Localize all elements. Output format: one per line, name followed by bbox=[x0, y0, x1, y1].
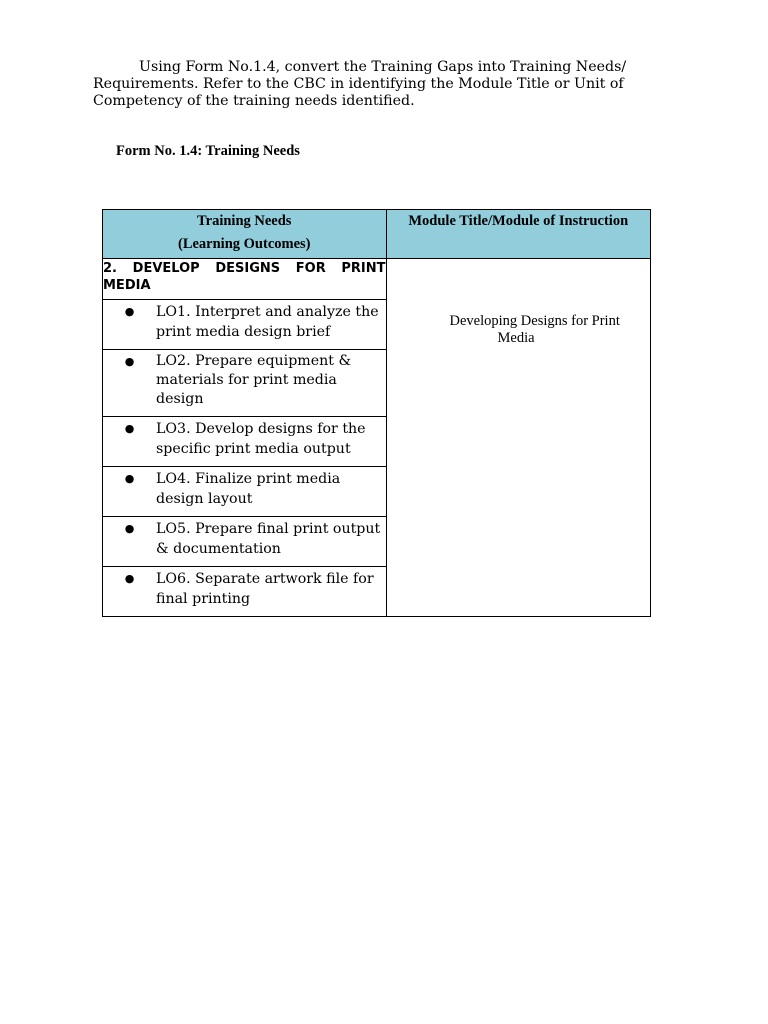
bullet-icon: ● bbox=[124, 572, 135, 585]
learning-outcome-cell bbox=[103, 350, 387, 417]
bullet-icon: ● bbox=[124, 522, 135, 535]
learning-outcome-cell bbox=[103, 517, 387, 567]
learning-outcome-cell bbox=[103, 567, 387, 617]
learning-outcome-cell bbox=[103, 467, 387, 517]
learning-outcome-cell bbox=[103, 417, 387, 467]
learning-outcome-text: LO6. Separate artwork file for final printing bbox=[156, 571, 374, 607]
header-module-title-text: Module Title/Module of Instruction bbox=[408, 213, 629, 229]
learning-outcome-text: LO1. Interpret and analyze the print media design brief bbox=[156, 304, 379, 340]
learning-outcome-cell bbox=[103, 300, 387, 350]
header-module-title bbox=[386, 210, 650, 259]
form-label: Form No. 1.4: Training Needs bbox=[116, 143, 300, 159]
table-header-row bbox=[103, 210, 651, 259]
table-row bbox=[103, 259, 651, 300]
unit-of-competency-cell bbox=[103, 259, 387, 300]
bullet-icon: ● bbox=[124, 305, 135, 318]
header-training-needs-title: Training Needs bbox=[197, 213, 292, 229]
module-title-line-1: Developing Designs for Print bbox=[449, 313, 620, 329]
learning-outcome-text: LO2. Prepare equipment & materials for print media design bbox=[156, 353, 352, 407]
unit-of-competency-text: 2. DEVELOP DESIGNS FOR PRINT MEDIA bbox=[103, 261, 386, 293]
bullet-icon: ● bbox=[124, 422, 135, 435]
header-training-needs bbox=[103, 210, 387, 259]
learning-outcome-text: LO4. Finalize print media design layout bbox=[156, 471, 341, 507]
intro-paragraph: Using Form No.1.4, convert the Training Gaps into Training Needs/ Requirements. Refer to the CBC in identifying the Module Title or Unit of Competency of the training needs identified. bbox=[93, 59, 627, 109]
module-title-text bbox=[450, 313, 640, 347]
module-title-line-2: Media bbox=[497, 330, 535, 346]
training-needs-table bbox=[102, 209, 651, 617]
learning-outcome-text: LO5. Prepare final print output & documentation bbox=[156, 521, 381, 557]
module-title-cell bbox=[386, 259, 650, 617]
bullet-icon: ● bbox=[124, 472, 135, 485]
learning-outcome-text: LO3. Develop designs for the specific print media output bbox=[156, 421, 366, 457]
bullet-icon: ● bbox=[124, 355, 135, 368]
header-training-needs-subtitle: (Learning Outcomes) bbox=[178, 236, 311, 252]
